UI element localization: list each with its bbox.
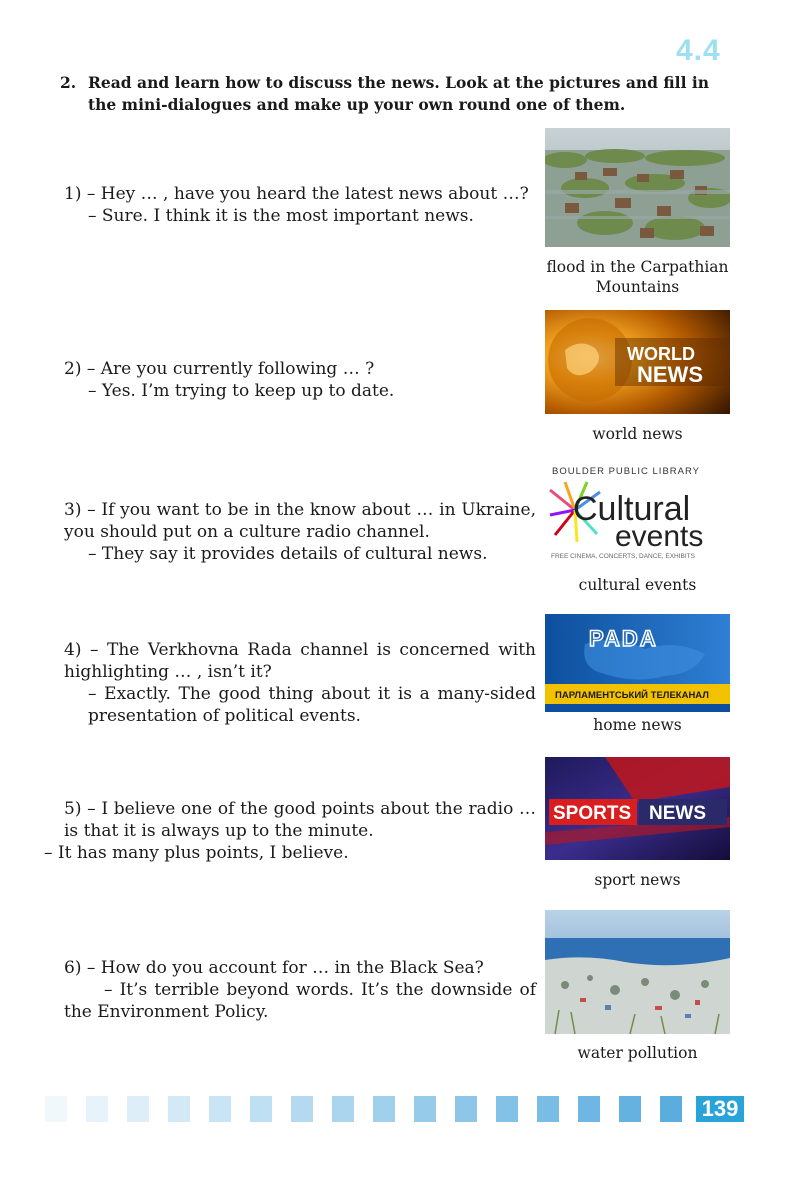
rada-banner: ПАРЛАМЕНТСЬКИЙ ТЕЛЕКАНАЛ	[555, 690, 709, 701]
library-text: BOULDER PUBLIC LIBRARY	[552, 466, 701, 477]
cultural-subtext: FREE CINEMA, CONCERTS, DANCE, EXHIBITS	[551, 553, 695, 560]
world-text: WORLD	[627, 344, 695, 364]
dialogue-5	[44, 798, 536, 864]
decor-square	[373, 1096, 395, 1122]
dialogue-number: 5)	[64, 799, 82, 819]
decor-square	[578, 1096, 600, 1122]
decor-square	[291, 1096, 313, 1122]
dialogue-1	[64, 183, 536, 227]
dialogue-line: – Are you currently following … ?	[86, 359, 375, 379]
section-number: 4.4	[676, 34, 721, 67]
cultural-text: Cultural	[573, 490, 691, 528]
decor-square	[250, 1096, 272, 1122]
rada-channel-image	[545, 614, 730, 712]
dialogue-line: – It has many plus points, I believe.	[44, 843, 349, 863]
cultural-events-image	[545, 460, 730, 565]
decor-square	[86, 1096, 108, 1122]
dialogue-number: 6)	[64, 958, 82, 978]
flood-caption: flood in the Carpathian Mountains	[546, 258, 729, 296]
dialogue-line: – Yes. I’m trying to keep up to date.	[88, 381, 395, 401]
home-news-caption: home news	[593, 716, 682, 734]
task-text: Read and learn how to discuss the news. Look at the pictures and fill in the mini-dialogues and make up your own round one of them.	[88, 73, 710, 114]
decor-square	[332, 1096, 354, 1122]
dialogue-line: – How do you account for … in the Black Sea?	[86, 958, 484, 978]
decor-square	[168, 1096, 190, 1122]
page-number: 139	[696, 1096, 744, 1122]
dialogue-number: 2)	[64, 359, 82, 379]
dialogue-3	[64, 499, 536, 565]
dialogue-line: – Hey … , have you heard the latest news about …?	[86, 184, 529, 204]
dialogue-line: – The Verkhovna Rada channel is concerned with highlighting … , isn’t it?	[64, 640, 537, 682]
dialogue-line: – Sure. I think it is the most important news.	[88, 206, 474, 226]
dialogue-number: 1)	[64, 184, 82, 204]
cultural-events-caption: cultural events	[578, 576, 697, 594]
decor-square	[537, 1096, 559, 1122]
world-news-image	[545, 310, 730, 414]
flood-photo	[545, 128, 730, 247]
world-news-caption: world news	[592, 425, 683, 443]
decor-square	[660, 1096, 682, 1122]
dialogue-line: – They say it provides details of cultural news.	[88, 544, 488, 564]
water-pollution-caption: water pollution	[577, 1044, 698, 1062]
sports-news-text: NEWS	[649, 803, 706, 824]
dialogue-number: 3)	[64, 500, 82, 520]
rada-logo: PADA	[589, 626, 658, 651]
decor-square	[496, 1096, 518, 1122]
sports-text: SPORTS	[553, 803, 632, 824]
dialogue-line: – It’s terrible beyond words. It’s the downside of the Environment Policy.	[64, 980, 536, 1022]
dialogue-line: – I believe one of the good points about the radio … is that it is always up to the minute.	[64, 799, 536, 841]
water-pollution-photo	[545, 910, 730, 1034]
decor-square	[127, 1096, 149, 1122]
sports-news-image	[545, 757, 730, 860]
news-text: NEWS	[637, 362, 703, 387]
task-number: 2.	[60, 73, 77, 92]
task-instruction	[60, 72, 740, 116]
decor-square	[619, 1096, 641, 1122]
dialogue-2	[64, 358, 536, 402]
dialogue-4	[64, 639, 536, 727]
dialogue-line: – Exactly. The good thing about it is a many-sided presentation of political events.	[88, 684, 536, 726]
decor-square	[455, 1096, 477, 1122]
decor-square	[414, 1096, 436, 1122]
decor-square	[45, 1096, 67, 1122]
dialogue-line: – If you want to be in the know about … in Ukraine, you should put on a culture radio channel.	[64, 500, 536, 542]
sport-news-caption: sport news	[594, 871, 681, 889]
dialogue-6	[64, 957, 536, 1023]
dialogue-number: 4)	[64, 640, 82, 660]
events-text: events	[615, 520, 704, 553]
decor-square	[209, 1096, 231, 1122]
